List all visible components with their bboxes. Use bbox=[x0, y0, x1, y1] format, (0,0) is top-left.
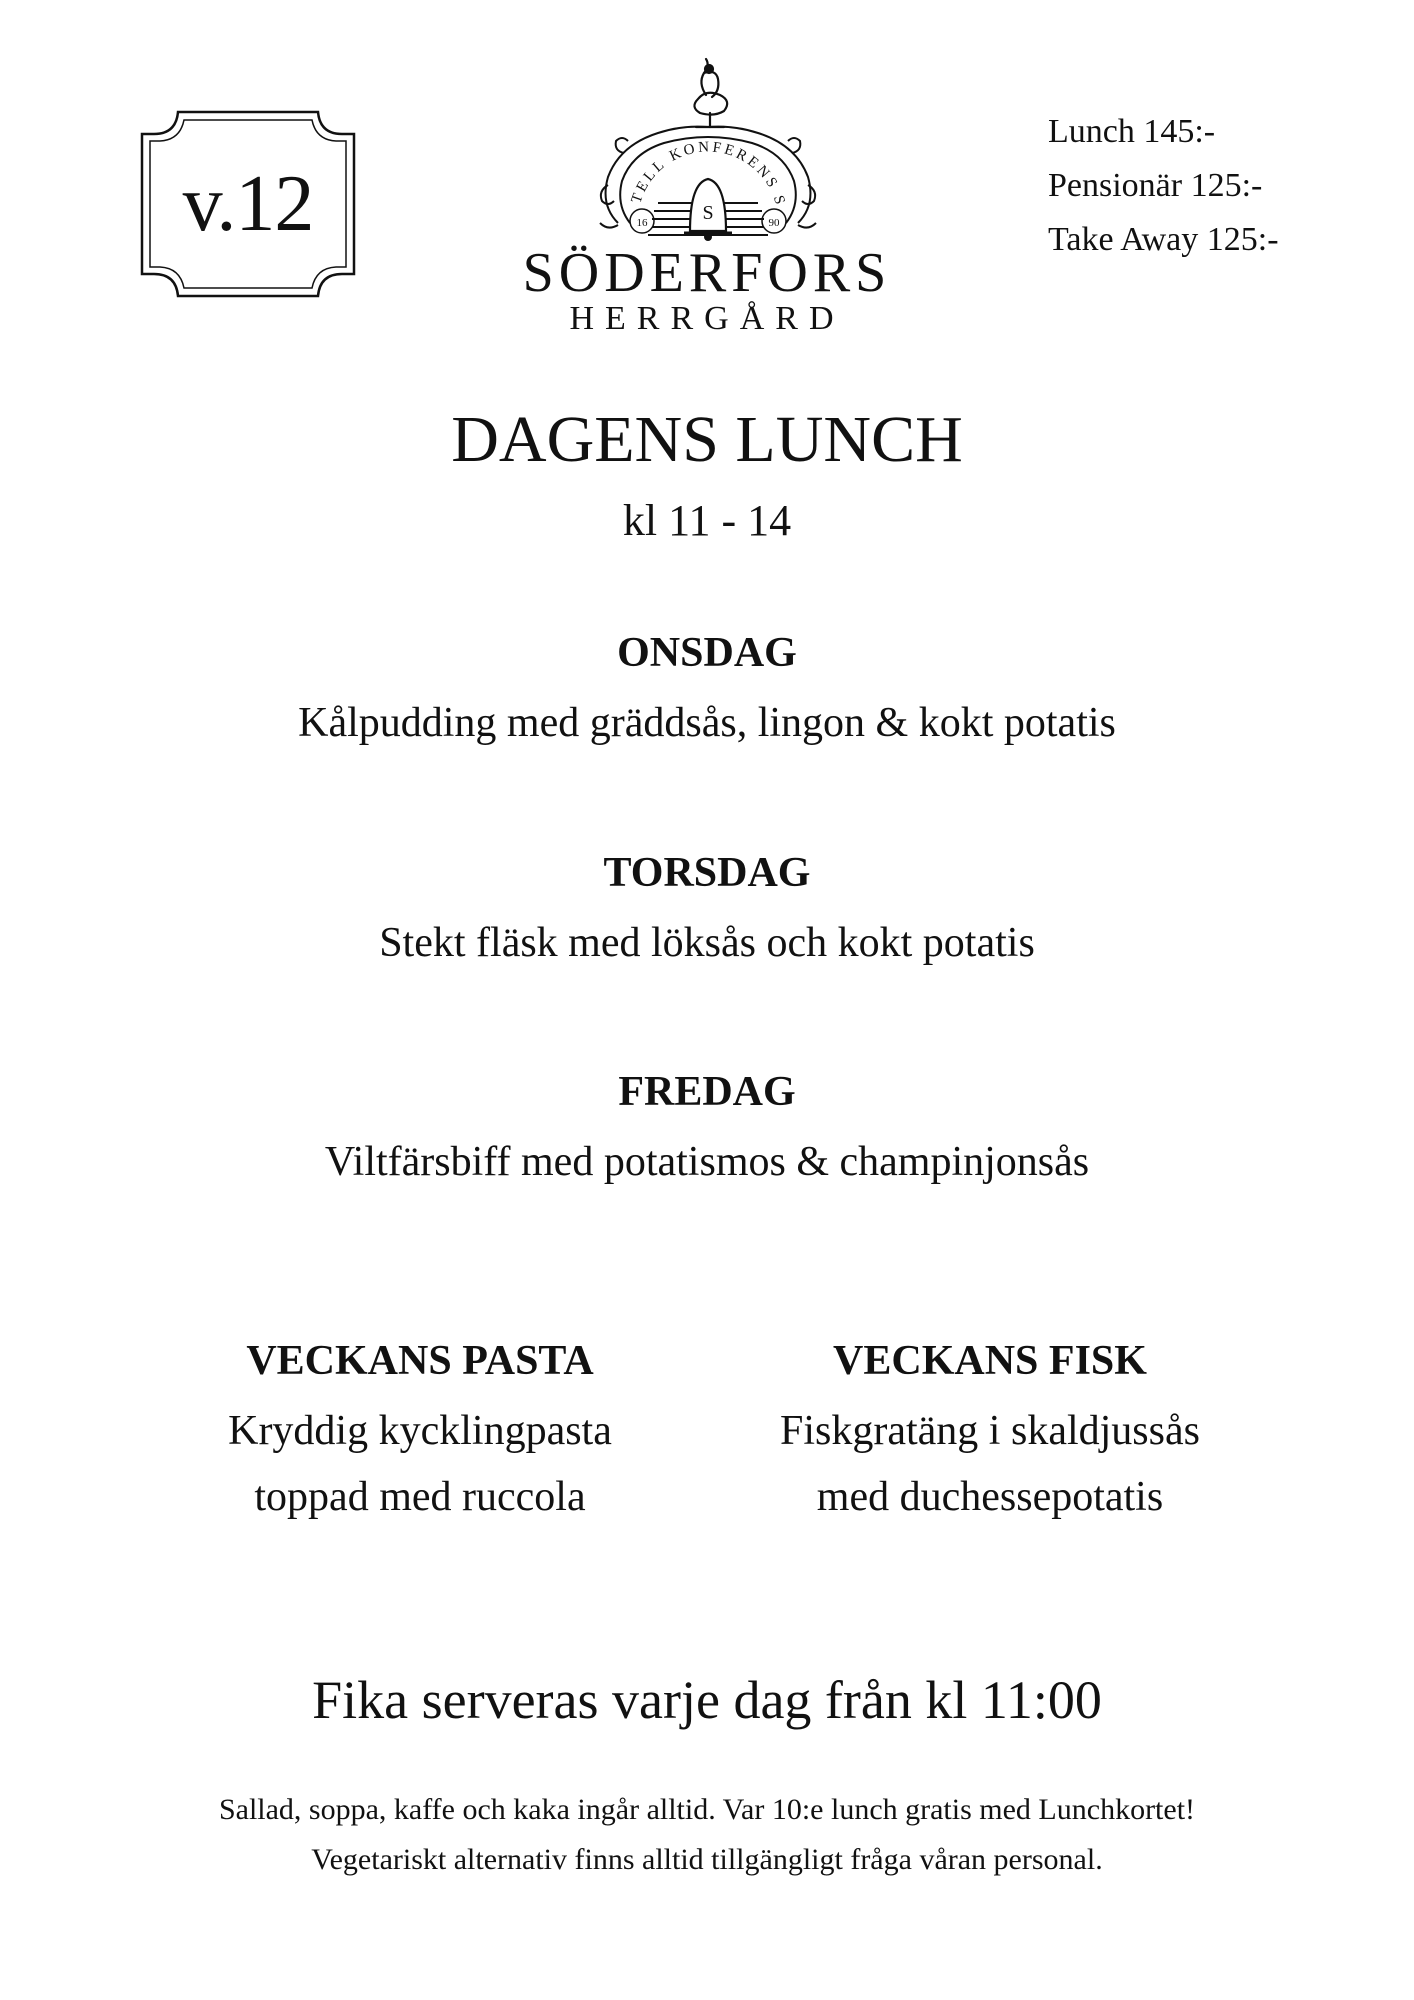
day-heading-friday: FREDAG bbox=[618, 1069, 796, 1115]
svg-text:S: S bbox=[702, 202, 714, 224]
weekly-pasta bbox=[140, 1336, 700, 1530]
page-title: DAGENS LUNCH bbox=[451, 403, 963, 476]
dish-thursday: Stekt fläsk med löksås och kokt potatis bbox=[379, 920, 1035, 966]
bell-icon bbox=[684, 179, 732, 241]
weekly-fish-line: med duchessepotatis bbox=[816, 1474, 1164, 1520]
brand-subtitle: HERRGÅRD bbox=[569, 300, 845, 337]
dish-wednesday: Kålpudding med gräddsås, lingon & kokt potatis bbox=[298, 700, 1116, 746]
weekly-fish bbox=[710, 1336, 1270, 1530]
svg-text:16: 16 bbox=[636, 217, 648, 229]
logo-emblem bbox=[578, 55, 838, 245]
weekly-fish-heading: VECKANS FISK bbox=[833, 1338, 1147, 1384]
price-lunch: Lunch 145:- bbox=[1048, 113, 1216, 150]
day-heading-wednesday: ONSDAG bbox=[617, 630, 797, 676]
day-heading-thursday: TORSDAG bbox=[603, 850, 811, 896]
logo bbox=[578, 55, 838, 245]
price-takeaway: Take Away 125:- bbox=[1048, 221, 1279, 258]
weekly-pasta-line: Kryddig kycklingpasta bbox=[228, 1408, 612, 1454]
week-label: v.12 bbox=[182, 160, 314, 248]
price-list bbox=[1048, 105, 1368, 267]
dish-friday: Viltfärsbiff med potatismos & champinjonsås bbox=[324, 1139, 1090, 1185]
weekly-pasta-heading: VECKANS PASTA bbox=[246, 1338, 594, 1384]
footer-line: Vegetariskt alternativ finns alltid tillgängligt fråga våran personal. bbox=[311, 1843, 1103, 1876]
heron-icon bbox=[694, 59, 727, 127]
weekly-fish-line: Fiskgratäng i skaldjussås bbox=[780, 1408, 1200, 1454]
footer-line: Sallad, soppa, kaffe och kaka ingår alltid. Var 10:e lunch gratis med Lunchkortet! bbox=[218, 1793, 1196, 1826]
price-pensioner: Pensionär 125:- bbox=[1048, 167, 1263, 204]
serving-hours: kl 11 - 14 bbox=[622, 496, 792, 545]
fika-notice: Fika serveras varje dag från kl 11:00 bbox=[312, 1670, 1102, 1730]
svg-text:90: 90 bbox=[768, 217, 780, 229]
brand-name: SÖDERFORS bbox=[522, 242, 892, 304]
svg-text:HOTELL KONFERENS SPA: TELL KONFERENS S bbox=[628, 139, 789, 210]
weekly-pasta-line: toppad med ruccola bbox=[254, 1474, 586, 1520]
